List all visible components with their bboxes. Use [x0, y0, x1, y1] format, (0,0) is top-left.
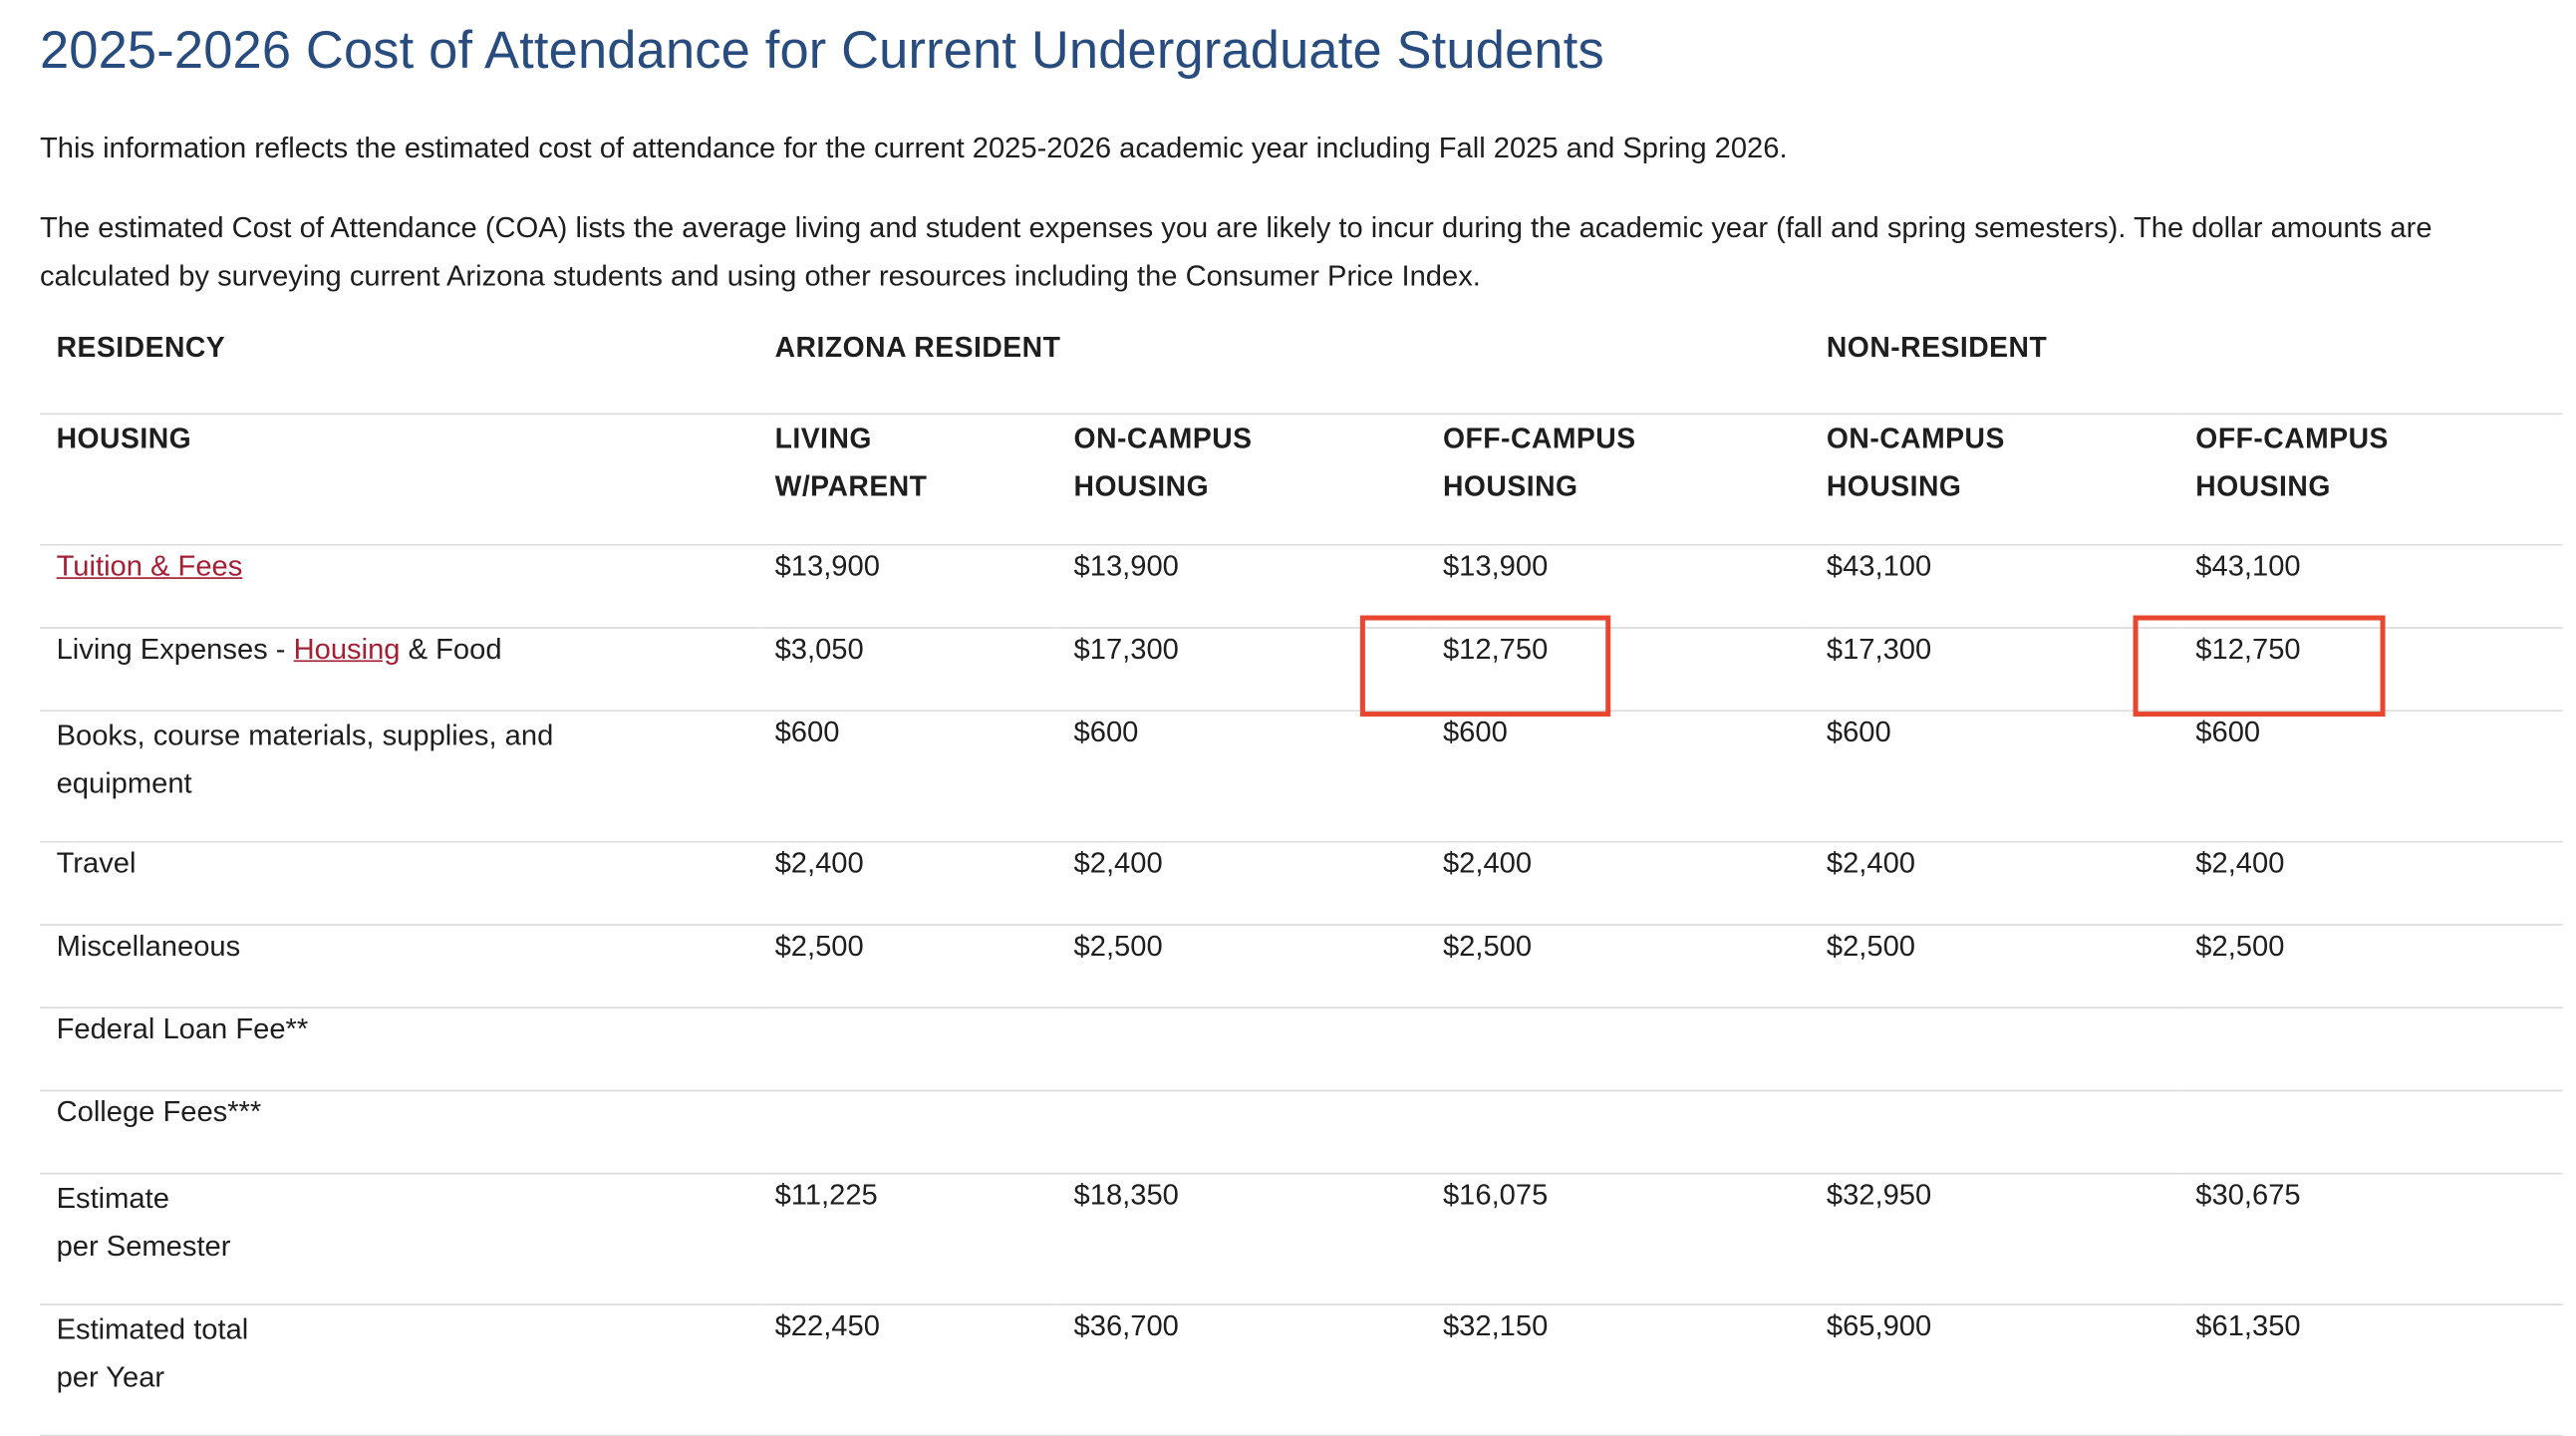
table-cell: $13,900	[1057, 544, 1426, 627]
table-cell: $36,700	[1057, 1303, 1426, 1434]
table-row-college-fees	[40, 1090, 2563, 1173]
table-cell: $2,500	[2179, 924, 2563, 1006]
table-cell: $2,400	[1057, 841, 1426, 924]
row-label-line: per Year	[56, 1359, 165, 1393]
table-cell-empty	[758, 1006, 1057, 1089]
table-cell: $2,500	[1057, 924, 1426, 1006]
residency-header: RESIDENCY	[40, 332, 758, 414]
col-header-line: OFF-CAMPUS	[2195, 422, 2389, 454]
housing-header: HOUSING	[40, 413, 758, 543]
row-label-line: Books, course materials, supplies, and	[56, 717, 554, 751]
row-label: Federal Loan Fee**	[40, 1006, 758, 1089]
arizona-resident-header: ARIZONA RESIDENT	[758, 332, 1810, 414]
col-header-nr-off-campus	[2179, 413, 2563, 543]
table-cell: $2,500	[1810, 924, 2178, 1006]
table-cell: $43,100	[1810, 544, 2178, 627]
row-label-line: Estimate	[56, 1180, 169, 1214]
table-header-residency-row	[40, 332, 2563, 414]
row-label	[40, 1173, 758, 1303]
table-cell: $17,300	[1057, 627, 1426, 710]
table-cell: $2,400	[758, 841, 1057, 924]
table-cell: $2,400	[1426, 841, 1810, 924]
table-row-tuition	[40, 544, 2563, 627]
table-row-miscellaneous	[40, 924, 2563, 1006]
row-label-suffix: & Food	[400, 631, 502, 665]
row-label: Miscellaneous	[40, 924, 758, 1006]
col-header-az-living-w-parent	[758, 413, 1057, 543]
table-cell: $600	[1810, 710, 2178, 840]
row-label: Travel	[40, 841, 758, 924]
table-cell: $16,075	[1426, 1173, 1810, 1303]
table-cell: $18,350	[1057, 1173, 1426, 1303]
table-cell-empty	[2179, 1006, 2563, 1089]
table-cell-empty	[1426, 1090, 1810, 1173]
table-cell-empty	[2179, 1090, 2563, 1173]
table-cell: $17,300	[1810, 627, 2178, 710]
col-header-line: HOUSING	[1826, 469, 1962, 502]
table-cell: $11,225	[758, 1173, 1057, 1303]
row-label	[40, 710, 758, 840]
table-cell: $2,500	[1426, 924, 1810, 1006]
table-cell: $65,900	[1810, 1303, 2178, 1434]
table-cell: $2,500	[758, 924, 1057, 1006]
table-cell: $600	[1426, 710, 1810, 840]
table-cell: $2,400	[2179, 841, 2563, 924]
table-cell-empty	[1426, 1006, 1810, 1089]
col-header-line: W/PARENT	[774, 469, 928, 502]
col-header-line: LIVING	[774, 422, 872, 454]
table-cell-empty	[1810, 1090, 2178, 1173]
col-header-line: HOUSING	[1073, 469, 1210, 502]
table-cell-empty	[1057, 1090, 1426, 1173]
row-label-line: per Semester	[56, 1228, 231, 1262]
col-header-nr-on-campus	[1810, 413, 2178, 543]
col-header-line: ON-CAMPUS	[1073, 422, 1253, 454]
table-row-estimate-per-semester	[40, 1173, 2563, 1303]
table-cell: $13,900	[758, 544, 1057, 627]
table-cell: $2,400	[1810, 841, 2178, 924]
table-header-housing-row	[40, 413, 2563, 543]
intro-paragraph-1: This information reflects the estimated cost of attendance for the current 2025-2026 academic year including Fall 2025 and Spring 2026.	[39, 131, 1788, 164]
row-label	[40, 1303, 758, 1434]
page-title: 2025-2026 Cost of Attendance for Current Undergraduate Students	[39, 19, 1604, 80]
table-cell: $600	[2179, 710, 2563, 840]
table-cell-empty	[1810, 1006, 2178, 1089]
col-header-line: HOUSING	[1442, 469, 1578, 502]
table-cell: $600	[758, 710, 1057, 840]
table-cell: $13,900	[1426, 544, 1810, 627]
row-label	[40, 544, 758, 627]
table-cell-highlighted: $12,750	[2179, 627, 2563, 710]
table-cell: $22,450	[758, 1303, 1057, 1434]
table-row-books	[40, 710, 2563, 840]
row-label-line: equipment	[56, 765, 192, 799]
housing-link[interactable]: Housing	[293, 631, 401, 665]
col-header-line: ON-CAMPUS	[1826, 422, 2005, 454]
table-cell-empty	[1057, 1006, 1426, 1089]
non-resident-header: NON-RESIDENT	[1810, 332, 2562, 414]
tuition-fees-link[interactable]: Tuition & Fees	[56, 548, 243, 582]
table-cell: $32,150	[1426, 1303, 1810, 1434]
table-cell: $600	[1057, 710, 1426, 840]
row-label-prefix: Living Expenses -	[56, 631, 294, 665]
table-cell: $30,675	[2179, 1173, 2563, 1303]
col-header-az-on-campus	[1057, 413, 1426, 543]
table-row-travel	[40, 841, 2563, 924]
col-header-az-off-campus	[1426, 413, 1810, 543]
cost-of-attendance-table	[40, 332, 2563, 1436]
table-row-estimated-total-per-year	[40, 1303, 2563, 1434]
intro-paragraph-2: The estimated Cost of Attendance (COA) lists the average living and student expenses you are likely to incur during the academic year (fall and spring semesters). The dollar amounts are calculated by surveying current Arizona students and using other resources including the Consumer Price Index.	[39, 210, 2433, 292]
table-cell: $32,950	[1810, 1173, 2178, 1303]
table-cell: $3,050	[758, 627, 1057, 710]
table-cell-highlighted: $12,750	[1426, 627, 1810, 710]
col-header-line: OFF-CAMPUS	[1442, 422, 1636, 454]
table-row-living-expenses	[40, 627, 2563, 710]
row-label	[40, 627, 758, 710]
table-row-federal-loan-fee	[40, 1006, 2563, 1089]
row-label-line: Estimated total	[56, 1310, 249, 1345]
table-cell: $61,350	[2179, 1303, 2563, 1434]
row-label: College Fees***	[40, 1090, 758, 1173]
table-cell: $43,100	[2179, 544, 2563, 627]
col-header-line: HOUSING	[2195, 469, 2331, 502]
table-cell-empty	[758, 1090, 1057, 1173]
